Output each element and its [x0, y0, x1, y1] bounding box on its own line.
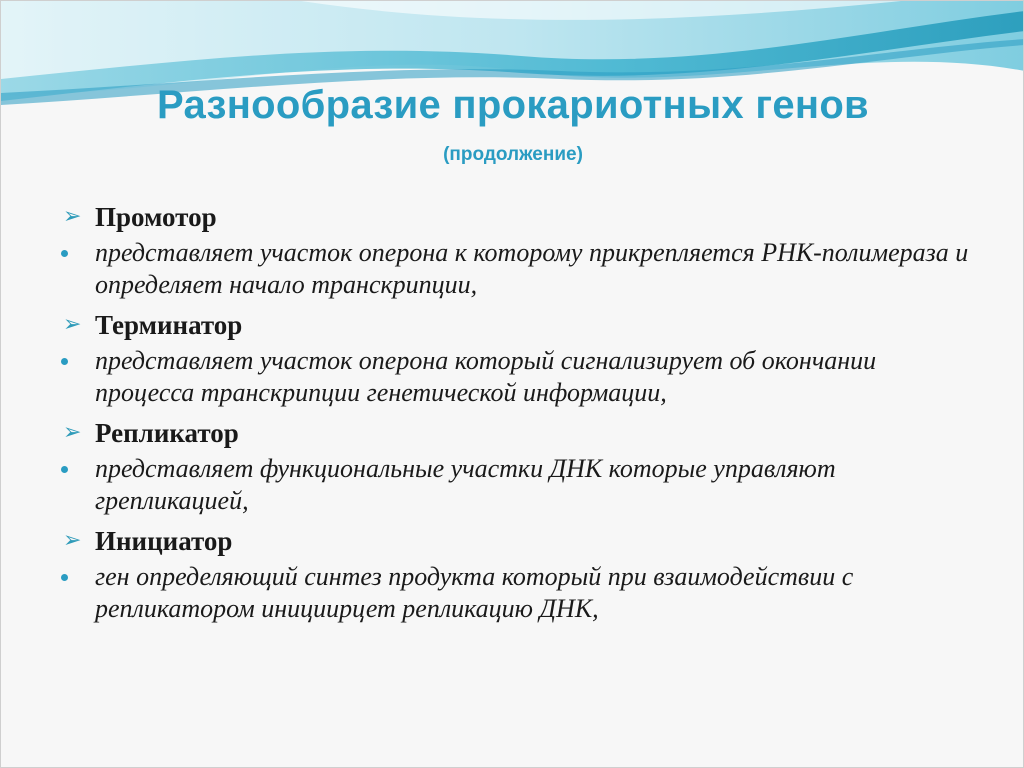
- section-heading-promoter: [59, 199, 979, 235]
- bullet-dot-icon: [61, 466, 68, 473]
- section-heading-label: Инициатор: [95, 526, 233, 556]
- section-heading-terminator: [59, 307, 979, 343]
- section-item-terminator: [59, 345, 979, 409]
- bullet-dot-icon: [61, 250, 68, 257]
- section-item-text: представляет функциональные участки ДНК которые управляют грепликацией,: [95, 454, 836, 515]
- section-item-promoter: [59, 237, 979, 301]
- arrow-right-icon: ➢: [63, 528, 82, 553]
- page-title: Разнообразие прокариотных генов: [157, 83, 869, 127]
- section-heading-initiator: [59, 523, 979, 559]
- arrow-right-icon: ➢: [63, 312, 82, 337]
- page-subtitle: (продолжение): [443, 144, 583, 165]
- arrow-right-icon: ➢: [63, 204, 82, 229]
- section-heading-label: Терминатор: [95, 310, 243, 340]
- section-item-text: ген определяющий синтез продукта который при взаимодействии с репликатором инициирцет репликацию ДНК,: [95, 562, 854, 623]
- section-heading-label: Промотор: [95, 202, 217, 232]
- section-heading-label: Репликатор: [95, 418, 239, 448]
- bullet-dot-icon: [61, 358, 68, 365]
- section-heading-replicator: [59, 415, 979, 451]
- bullet-dot-icon: [61, 574, 68, 581]
- arrow-right-icon: ➢: [63, 420, 82, 445]
- section-item-replicator: [59, 453, 979, 517]
- slide-content: [59, 193, 979, 625]
- section-item-text: представляет участок оперона к которому прикрепляется РНК-полимераза и определяет начало транскрипции,: [95, 238, 969, 299]
- section-item-initiator: [59, 561, 979, 625]
- section-item-text: представляет участок оперона который сигнализирует об окончании процесса транскрипции генетической информации,: [95, 346, 877, 407]
